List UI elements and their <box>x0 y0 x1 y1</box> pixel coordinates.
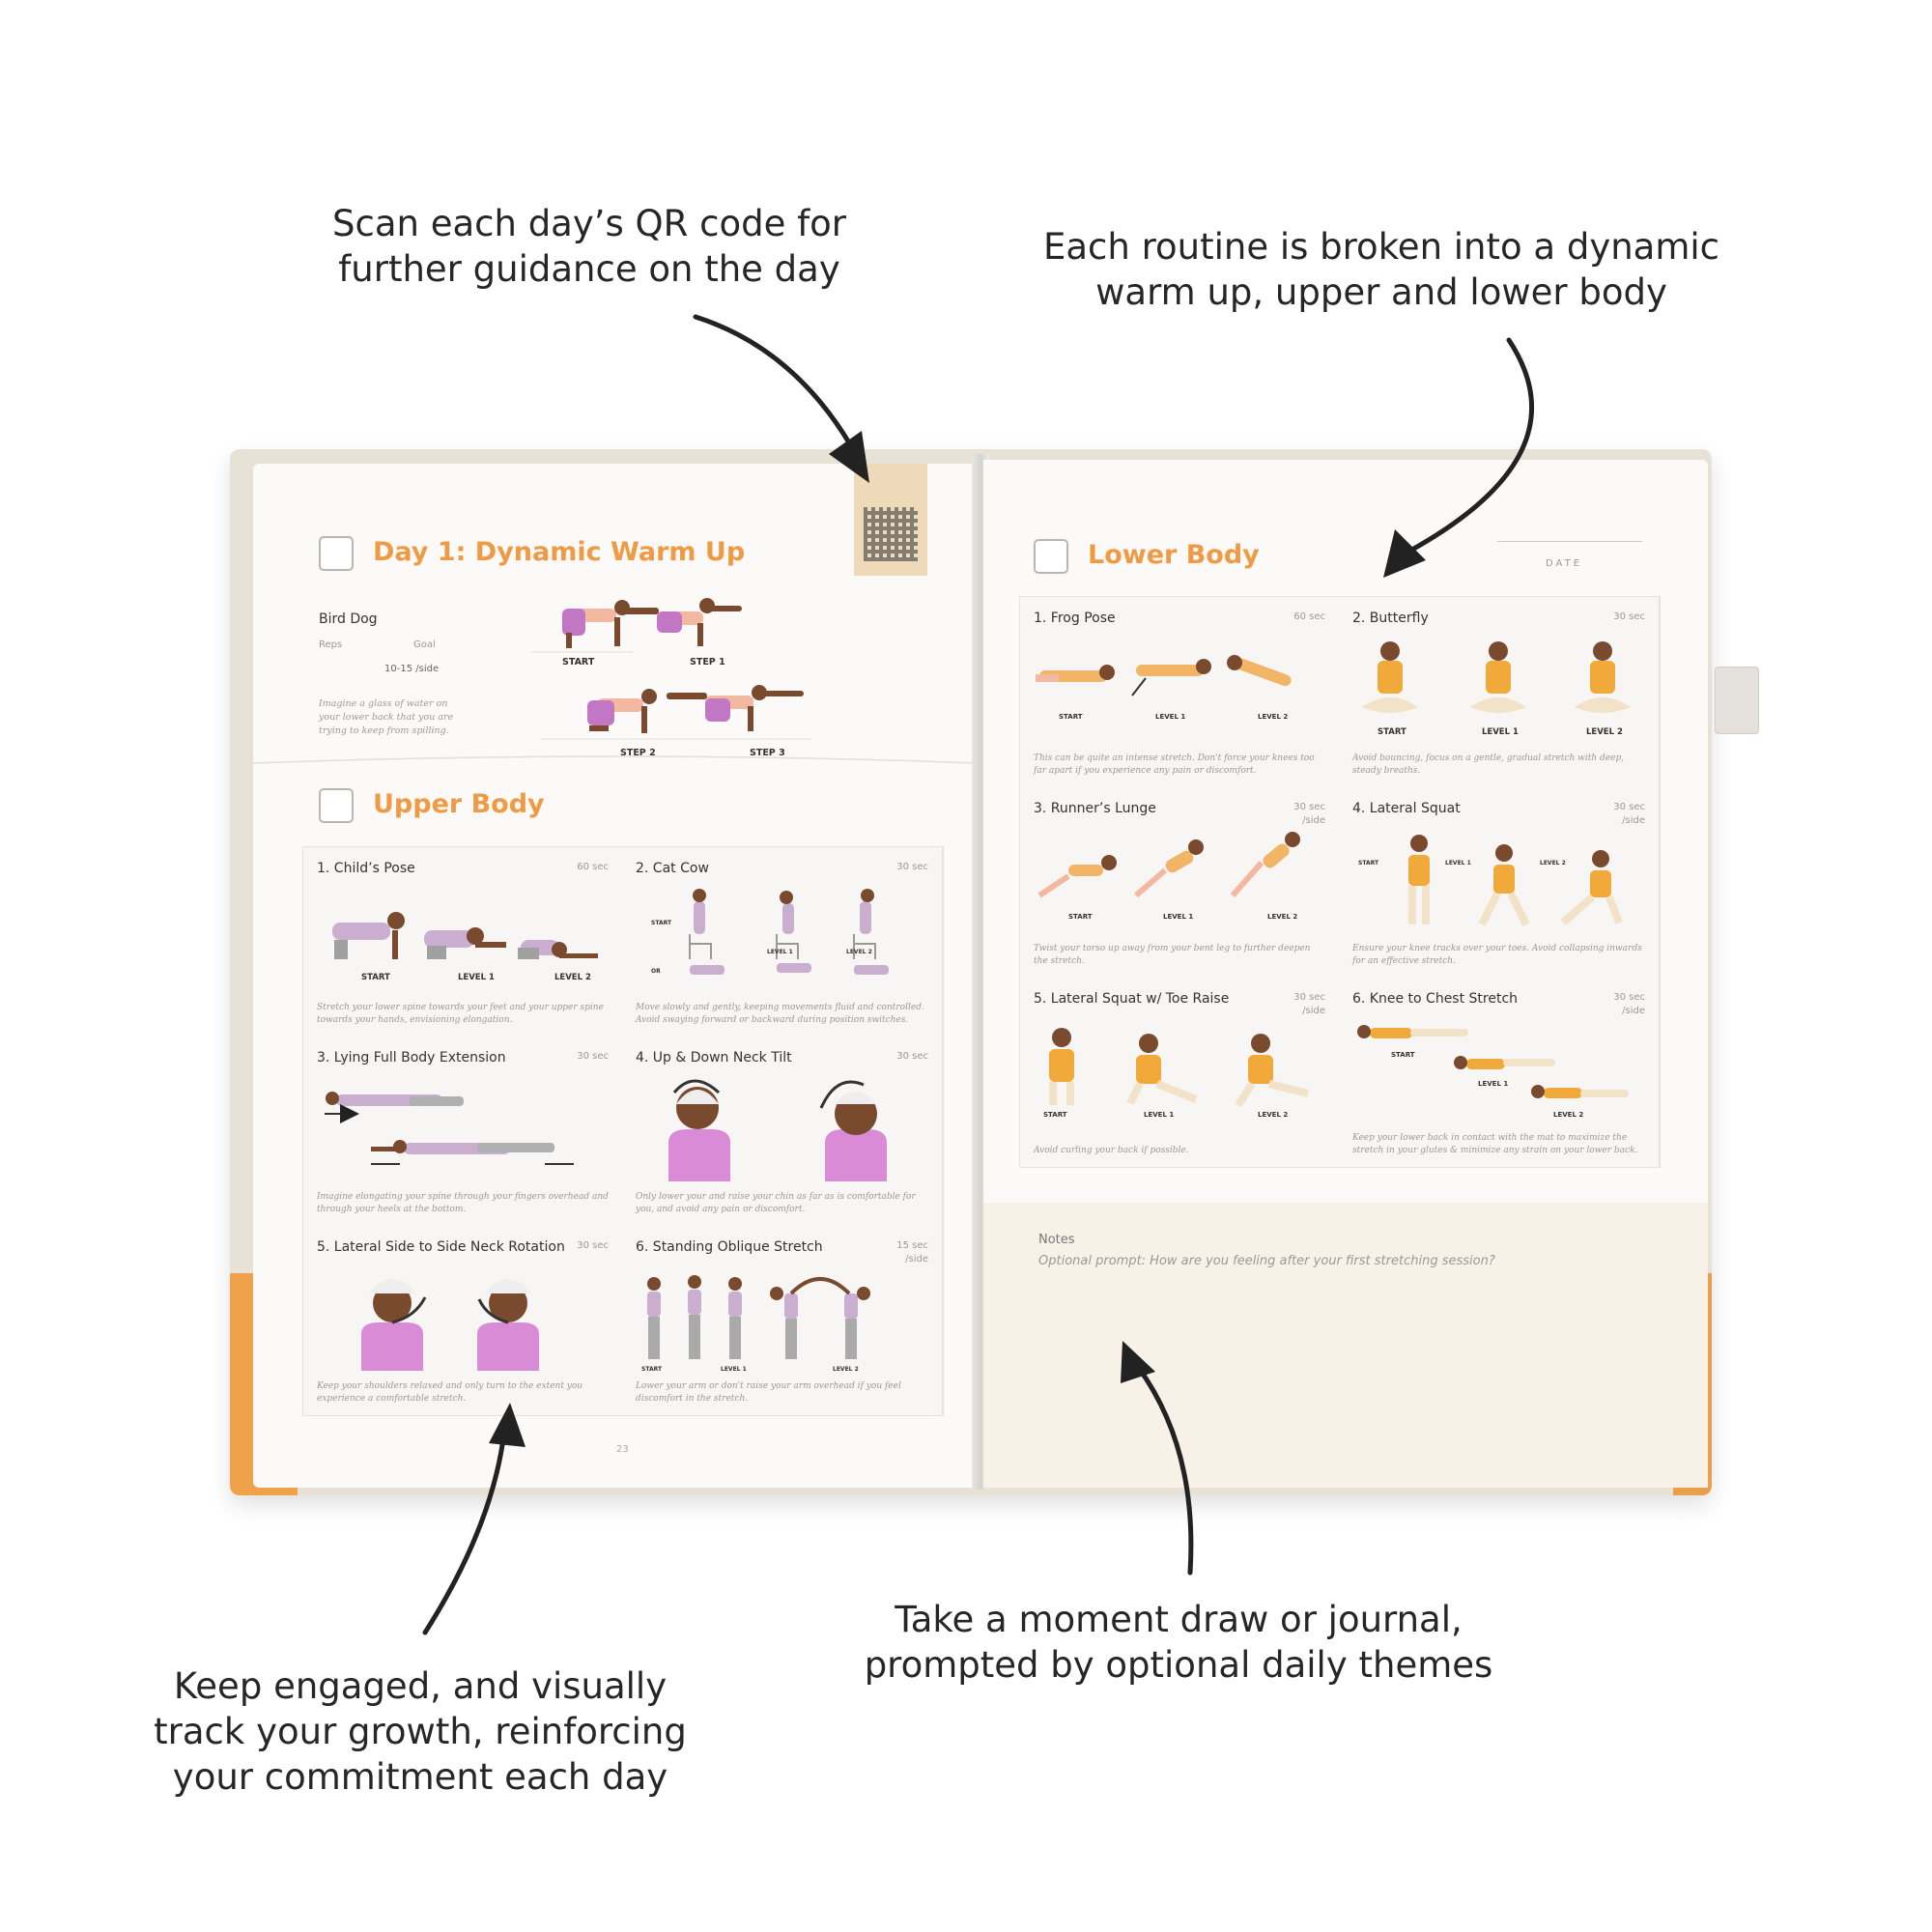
bird-dog-step3-figure <box>667 685 804 731</box>
warmup-title: Day 1: Dynamic Warm Up <box>373 537 746 567</box>
goal-label: Goal <box>413 639 436 650</box>
date-line[interactable] <box>1497 541 1642 542</box>
callout-qr <box>319 201 860 292</box>
childs-pose-illustration <box>313 886 612 982</box>
arrow-qr <box>696 317 850 444</box>
exercise-note: Twist your torso up away from your bent leg to further deepen the stretch. <box>1034 944 1311 966</box>
exercise-name: 4. Lateral Squat <box>1352 801 1461 816</box>
lying-extension-illustration <box>313 1075 612 1181</box>
cat-cow-illustration <box>632 886 931 992</box>
exercise-time: 30 sec <box>577 1051 609 1062</box>
label-level1: LEVEL 1 <box>1478 1080 1509 1088</box>
callout-journal-line2: prompted by optional daily themes <box>864 1644 1493 1686</box>
callout-engaged-line3: your commitment each day <box>172 1756 668 1798</box>
runners-lunge-illustration <box>1030 826 1329 932</box>
lower-body-grid <box>1019 596 1661 1168</box>
callout-journal-line1: Take a moment draw or journal, <box>895 1599 1463 1640</box>
label-level1: LEVEL 1 <box>1482 727 1519 737</box>
exercise-note: Avoid curling your back if possible. <box>1034 1146 1189 1155</box>
exercise-time: 30 sec /side <box>1613 802 1645 826</box>
exercise-card-lateral-squat[interactable] <box>1339 787 1660 979</box>
butterfly-illustration <box>1349 636 1648 747</box>
qr-code-tag[interactable] <box>854 464 927 576</box>
neck-tilt-illustration <box>632 1075 931 1186</box>
label-start: START <box>1059 713 1083 721</box>
exercise-time: 30 sec /side <box>1293 992 1325 1016</box>
upper-body-grid <box>302 846 944 1416</box>
exercise-note: Keep your shoulders relaxed and only turn to the extent you experience a comfortable stretch. <box>317 1381 583 1404</box>
lateral-squat-toe-raise-illustration <box>1030 1016 1329 1127</box>
oblique-stretch-illustration <box>632 1264 931 1376</box>
bird-dog-step1-label: STEP 1 <box>690 657 725 668</box>
exercise-card-lateral-squat-toe-raise[interactable] <box>1020 978 1340 1168</box>
lateral-squat-illustration <box>1349 826 1648 937</box>
notes-label: Notes <box>1038 1233 1075 1247</box>
label-level1: LEVEL 1 <box>1144 1111 1175 1119</box>
label-level1: LEVEL 1 <box>1445 860 1471 867</box>
exercise-time: 30 sec <box>896 862 928 872</box>
exercise-note: Only lower your and raise your chin as far as is comfortable for you, and avoid any pain or discomfort. <box>636 1192 916 1214</box>
exercise-time: 60 sec <box>577 862 609 872</box>
exercise-card-runners-lunge[interactable] <box>1020 787 1340 979</box>
exercise-card-cat-cow[interactable] <box>622 847 943 1037</box>
date-label: DATE <box>1546 558 1583 569</box>
exercise-card-childs-pose[interactable] <box>303 847 623 1037</box>
exercise-note: Avoid bouncing, focus on a gentle, gradual stretch with deep, steady breaths. <box>1352 753 1625 776</box>
exercise-name: 4. Up & Down Neck Tilt <box>636 1050 792 1065</box>
exercise-card-frog-pose[interactable] <box>1020 597 1340 788</box>
exercise-time: 30 sec <box>896 1051 928 1062</box>
bird-dog-note: Imagine a glass of water on your lower back that you are trying to keep from spilling. <box>319 698 454 736</box>
bird-dog-start-label: START <box>562 657 595 668</box>
label-start: START <box>1378 727 1406 737</box>
label-level2: LEVEL 2 <box>1540 860 1566 867</box>
neck-rotation-illustration <box>313 1264 612 1371</box>
qr-code-icon <box>864 507 918 561</box>
callout-qr-line1: Scan each day’s QR code for <box>331 203 847 244</box>
exercise-note: Stretch your lower spine towards your feet and your upper spine towards your hands, envisioning elongation. <box>317 1003 604 1025</box>
reps-label: Reps <box>319 639 343 650</box>
exercise-note: This can be quite an intense stretch. Don't force your knees too far apart if you experience any pain or discomfort. <box>1034 753 1315 776</box>
lower-body-title: Lower Body <box>1088 540 1260 570</box>
exercise-name: 2. Butterfly <box>1352 611 1429 626</box>
exercise-time: 30 sec <box>1613 611 1645 622</box>
exercise-card-knee-to-chest[interactable] <box>1339 978 1660 1168</box>
bird-dog-step3-label: STEP 3 <box>750 748 785 758</box>
exercise-name: 5. Lateral Squat w/ Toe Raise <box>1034 991 1230 1007</box>
bird-dog-step2-label: STEP 2 <box>620 748 656 758</box>
goal-value: 10-15 /side <box>384 664 440 674</box>
bird-dog-start-figure <box>562 600 630 648</box>
bird-dog-step2-figure <box>587 689 657 733</box>
label-level1: LEVEL 1 <box>767 949 793 955</box>
exercise-name: 6. Knee to Chest Stretch <box>1352 991 1519 1007</box>
exercise-time: 30 sec /side <box>1613 992 1645 1016</box>
label-level2: LEVEL 2 <box>1258 713 1289 721</box>
exercise-note: Lower your arm or don't raise your arm overhead if you feel discomfort in the stretch. <box>636 1381 901 1404</box>
exercise-card-butterfly[interactable] <box>1339 597 1660 788</box>
label-start: START <box>1043 1111 1067 1119</box>
callout-journal <box>860 1597 1497 1688</box>
bird-dog-name: Bird Dog <box>319 611 378 627</box>
label-level2: LEVEL 2 <box>1267 913 1298 921</box>
notes-area[interactable] <box>983 1203 1708 1488</box>
label-start: START <box>1391 1051 1415 1059</box>
exercise-time: 30 sec /side <box>1293 802 1325 826</box>
page-number: 23 <box>616 1444 629 1455</box>
label-level2: LEVEL 2 <box>1586 727 1623 737</box>
exercise-note: Ensure your knee tracks over your toes. Avoid collapsing inwards for an effective stretch. <box>1352 944 1642 966</box>
label-level1: LEVEL 1 <box>458 973 495 982</box>
label-level1: LEVEL 1 <box>1163 913 1194 921</box>
exercise-note: Move slowly and gently, keeping movements fluid and controlled. Avoid swaying forward or backward during position switches. <box>636 1003 924 1025</box>
label-level2: LEVEL 2 <box>1258 1111 1289 1119</box>
callout-engaged-line2: track your growth, reinforcing <box>154 1711 687 1752</box>
exercise-name: 2. Cat Cow <box>636 861 709 876</box>
exercise-name: 5. Lateral Side to Side Neck Rotation <box>317 1239 565 1255</box>
exercise-name: 1. Child’s Pose <box>317 861 415 876</box>
exercise-card-oblique-stretch[interactable] <box>622 1226 943 1416</box>
elastic-band <box>1715 667 1759 734</box>
exercise-time: 15 sec /side <box>896 1240 928 1264</box>
callout-routine-line2: warm up, upper and lower body <box>1095 271 1667 313</box>
exercise-note: Imagine elongating your spine through your fingers overhead and through your heels at the bottom. <box>317 1192 609 1214</box>
callout-engaged <box>145 1663 696 1800</box>
exercise-name: 3. Lying Full Body Extension <box>317 1050 506 1065</box>
label-start: START <box>1068 913 1093 921</box>
label-start: START <box>1358 860 1379 867</box>
exercise-name: 6. Standing Oblique Stretch <box>636 1239 823 1255</box>
exercise-name: 3. Runner’s Lunge <box>1034 801 1156 816</box>
exercise-card-lying-extension[interactable] <box>303 1037 623 1227</box>
exercise-note: Keep your lower back in contact with the mat to maximize the stretch in your glutes & minimize any strain on your lower back. <box>1352 1133 1638 1155</box>
label-start: START <box>641 1366 663 1373</box>
upper-body-title: Upper Body <box>373 789 545 819</box>
exercise-name: 1. Frog Pose <box>1034 611 1116 626</box>
notes-prompt: Optional prompt: How are you feeling after your first stretching session? <box>1038 1254 1495 1268</box>
warmup-checkbox[interactable] <box>319 536 354 571</box>
label-level2: LEVEL 2 <box>1553 1111 1584 1119</box>
label-or: OR <box>651 968 661 975</box>
exercise-card-neck-rotation[interactable] <box>303 1226 623 1416</box>
exercise-time: 30 sec <box>577 1240 609 1251</box>
label-level2: LEVEL 2 <box>846 949 872 955</box>
label-level2: LEVEL 2 <box>833 1366 859 1373</box>
callout-routine-line1: Each routine is broken into a dynamic <box>1043 226 1720 268</box>
lower-body-checkbox[interactable] <box>1034 539 1068 574</box>
callout-routine <box>1043 224 1719 315</box>
label-level2: LEVEL 2 <box>554 973 591 982</box>
bird-dog-illustration <box>522 584 860 763</box>
knee-to-chest-illustration <box>1349 1016 1648 1132</box>
label-start: START <box>361 973 390 982</box>
upper-body-checkbox[interactable] <box>319 788 354 823</box>
exercise-time: 60 sec <box>1293 611 1325 622</box>
callout-qr-line2: further guidance on the day <box>338 248 840 290</box>
label-start: START <box>651 920 672 926</box>
label-level1: LEVEL 1 <box>721 1366 747 1373</box>
frog-pose-illustration <box>1030 636 1329 732</box>
label-level1: LEVEL 1 <box>1155 713 1186 721</box>
callout-engaged-line1: Keep engaged, and visually <box>173 1665 668 1707</box>
bird-dog-step1-figure <box>618 598 742 646</box>
exercise-card-neck-tilt[interactable] <box>622 1037 943 1227</box>
